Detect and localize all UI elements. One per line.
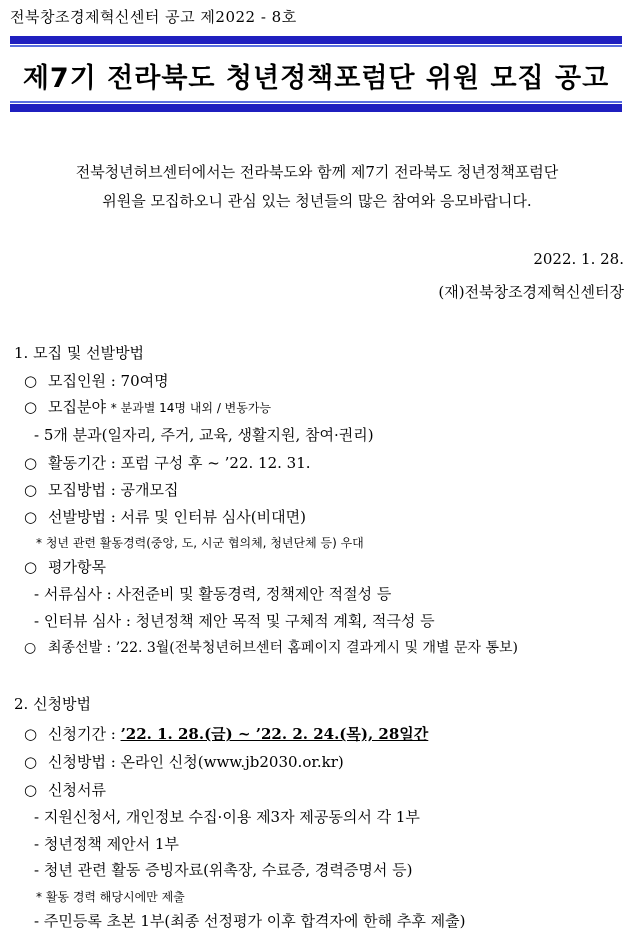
documents-heading: ○ 신청서류: [24, 781, 106, 799]
dash-bullet: -: [34, 912, 40, 930]
circle-bullet-icon: ○: [24, 372, 38, 390]
section1-item: - 5개 분과(일자리, 주거, 교육, 생활지원, 참여·권리): [34, 426, 374, 444]
application-period-value: ’22. 1. 28.(금) ~ ’22. 2. 24.(목), 28일간: [120, 725, 429, 743]
intro-paragraph: [20, 158, 614, 216]
circle-bullet-icon: ○: [24, 640, 37, 656]
application-period: ○ 신청기간 : ’22. 1. 28.(금) ~ ’22. 2. 24.(목), 28일간: [24, 725, 429, 743]
notice-date: 2022. 1. 28.: [533, 250, 624, 268]
intro-line-1: 전북청년허브센터에서는 전라북도와 함께 제7기 전라북도 청년정책포럼단: [75, 163, 559, 181]
section1-item: - 서류심사 : 사전준비 및 활동경력, 정책제안 적절성 등: [34, 585, 392, 603]
circle-bullet-icon: ○: [24, 454, 38, 472]
circle-bullet-icon: ○: [24, 781, 38, 799]
page-title: 제7기 전라북도 청년정책포럼단 위원 모집 공고: [22, 63, 610, 94]
section1-item: ○ 모집분야 * 분과별 14명 내외 / 변동가능: [24, 398, 272, 416]
circle-bullet-icon: ○: [24, 508, 38, 526]
title-bottom-bar: [10, 104, 622, 112]
section1-item: ○ 활동기간 : 포럼 구성 후 ~ ’22. 12. 31.: [24, 454, 311, 472]
section2-heading: 2. 신청방법: [14, 695, 92, 713]
documents-note: * 활동 경력 해당시에만 제출: [36, 890, 185, 904]
asterisk-bullet: *: [36, 536, 42, 550]
dash-bullet: -: [34, 808, 40, 826]
circle-bullet-icon: ○: [24, 481, 38, 499]
notice-number: 전북창조경제혁신센터 공고 제2022 - 8호: [10, 8, 297, 26]
dash-bullet: -: [34, 835, 40, 853]
document-item: - 청년 관련 활동 증빙자료(위촉장, 수료증, 경력증명서 등): [34, 861, 413, 879]
dash-bullet: -: [34, 426, 40, 444]
section1-item: - 인터뷰 심사 : 청년정책 제안 목적 및 구체적 계획, 적극성 등: [34, 612, 435, 630]
document-item: - 지원신청서, 개인정보 수집·이용 제3자 제공동의서 각 1부: [34, 808, 420, 826]
document-item: - 주민등록 초본 1부(최종 선정평가 이후 합격자에 한해 추후 제출): [34, 912, 466, 930]
section1-item: ○ 평가항목: [24, 558, 106, 576]
section1-item: ○ 최종선발 : ’22. 3월(전북청년허브센터 홈페이지 결과게시 및 개별 문자 통보): [24, 640, 518, 656]
section1-item: ○ 모집인원 : 70여명: [24, 372, 169, 390]
circle-bullet-icon: ○: [24, 558, 38, 576]
dash-bullet: -: [34, 612, 40, 630]
section1-item: ○ 선발방법 : 서류 및 인터뷰 심사(비대면): [24, 508, 306, 526]
title-top-bar: [10, 36, 622, 44]
preference-note: * 청년 관련 활동경력(중앙, 도, 시군 협의체, 청년단체 등) 우대: [36, 536, 364, 550]
document-item: - 청년정책 제안서 1부: [34, 835, 179, 853]
section1-heading: 1. 모집 및 선발방법: [14, 344, 145, 362]
intro-line-2: 위원을 모집하오니 관심 있는 청년들의 많은 참여와 응모바랍니다.: [102, 192, 532, 210]
quota-note: * 분과별 14명 내외 / 변동가능: [110, 401, 272, 415]
title-banner: [10, 36, 622, 112]
issuer-organization: (재)전북창조경제혁신센터장: [438, 283, 624, 301]
circle-bullet-icon: ○: [24, 398, 38, 416]
dash-bullet: -: [34, 861, 40, 879]
circle-bullet-icon: ○: [24, 725, 38, 743]
section1-item: ○ 모집방법 : 공개모집: [24, 481, 179, 499]
circle-bullet-icon: ○: [24, 753, 38, 771]
dash-bullet: -: [34, 585, 40, 603]
application-method: ○ 신청방법 : 온라인 신청(www.jb2030.or.kr): [24, 753, 344, 771]
